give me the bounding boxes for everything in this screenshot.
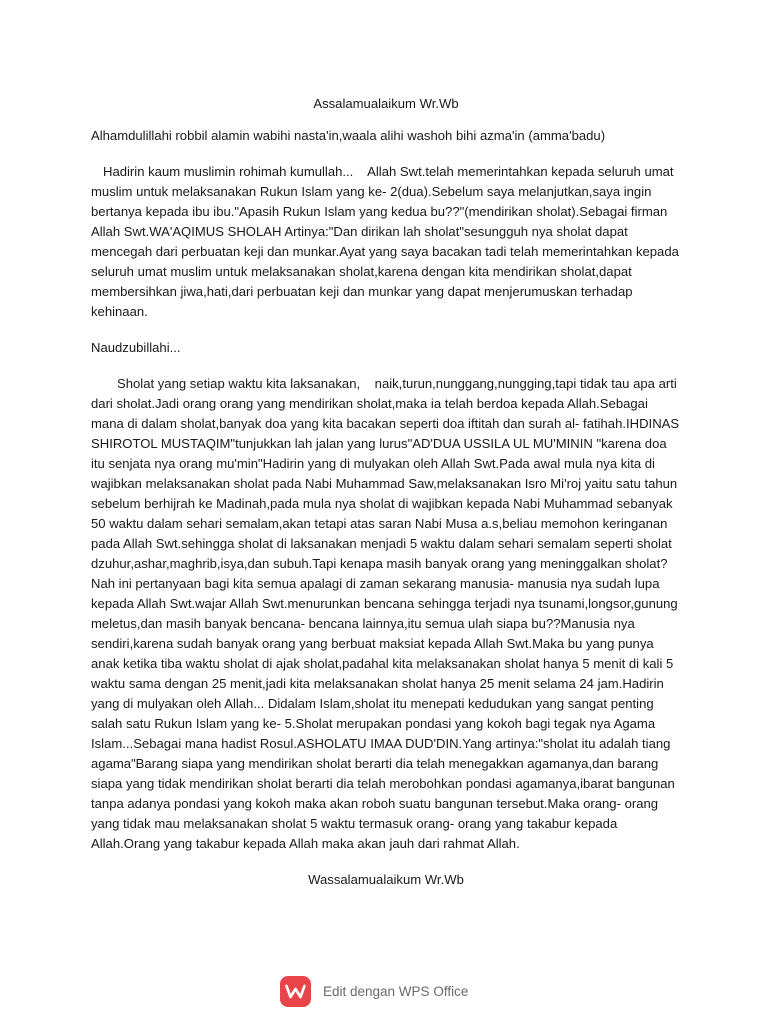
wps-edit-label: Edit dengan WPS Office: [323, 983, 469, 999]
wps-edit-link[interactable]: [280, 975, 468, 1007]
opening-line: Alhamdulillahi robbil alamin wabihi nasta'in,waala alihi washoh bihi azma'in (amma'badu): [91, 128, 606, 143]
document-body: [91, 94, 681, 890]
wps-office-logo-icon: [280, 976, 311, 1007]
naudzubillah-line: Naudzubillahi...: [91, 340, 181, 355]
closing-line: Wassalamualaikum Wr.Wb: [308, 872, 464, 887]
paragraph-intro: Hadirin kaum muslimin rohimah kumullah... Allah Swt.telah memerintahkan kepada seluruh umat muslim untuk melaksanakan Rukun Islam yang ke- 2(dua).Sebelum saya melanjutkan,saya ingin bertanya kepada ibu ibu."Apasih Rukun Islam yang kedua bu??"(mendirikan sholat).Sebagai firman Allah Swt.WA'AQIMUS SHOLAH Artinya:"Dan dirikan lah sholat"sesungguh nya sholat dapat mencegah dari perbuatan keji dan munkar.Ayat yang saya bacakan tadi telah memerintahkan kepada seluruh umat muslim untuk melaksanakan sholat,karena dengan kita mendirikan sholat,dapat membersihkan jiwa,hati,dari perbuatan keji dan munkar yang dapat menjerumuskan terhadap kehinaan.: [91, 164, 683, 319]
greeting-line: Assalamualaikum Wr.Wb: [313, 96, 459, 111]
paragraph-main: Sholat yang setiap waktu kita laksanakan, naik,turun,nunggang,nungging,tapi tidak tau apa arti dari sholat.Jadi orang orang yang mendirikan sholat,maka ia telah berdoa kepada Allah.Sebagai mana di dalam sholat,banyak doa yang kita bacakan seperti doa iftitah dan surah al- fatihah.IHDINAS SHIROTOL MUSTAQIM"tunjukkan lah jalan yang lurus"AD'DUA USSILA UL MU'MININ "karena doa itu senjata nya orang mu'min"Hadirin yang di mulyakan oleh Allah Swt.Pada awal mula nya kita di wajibkan melaksanakan sholat pada Nabi Muhammad Saw,melaksanakan Isro Mi'roj yaitu satu tahun sebelum berhijrah ke Madinah,pada mula nya sholat di wajibkan kepada Nabi Muhammad sebanyak 50 waktu dalam sehari semalam,akan tetapi atas saran Nabi Musa a.s,beliau memohon keringanan pada Allah Swt.sehingga sholat di laksanakan menjadi 5 waktu dalam sehari semalam seperti sholat dzuhur,ashar,maghrib,isya,dan subuh.Tapi kenapa masih banyak orang yang meninggalkan sholat?Nah ini pertanyaan bagi kita semua apalagi di zaman sekarang manusia- manusia nya sudah lupa kepada Allah Swt.wajar Allah Swt.menurunkan bencana sehingga terjadi nya tsunami,longsor,gunung meletus,dan masih banyak bencana- bencana lainnya,itu semua ulah siapa bu??Manusia nya sendiri,karena sudah banyak orang yang berbuat maksiat kepada Allah Swt.Maka bu yang punya anak ketika tiba waktu sholat di ajak sholat,padahal kita melaksanakan sholat hanya 5 menit di kali 5 waktu sama dengan 25 menit,jadi kita melaksanakan sholat hanya 25 menit selama 24 jam.Hadirin yang di mulyakan oleh Allah... Didalam Islam,sholat itu menepati kedudukan yang sangat penting salah satu Rukun Islam yang ke- 5.Sholat merupakan pondasi yang kokoh bagi tegak nya Agama Islam...Sebagai mana hadist Rosul.ASHOLATU IMAA DUD'DIN.Yang artinya:"sholat itu adalah tiang agama"Barang siapa yang mendirikan sholat berarti dia telah menegakkan agamanya,dan barang siapa yang tidak mendirikan sholat berarti dia telah merobohkan pondasi agamanya,ibarat bangunan tanpa adanya pondasi yang kokoh maka akan roboh suatu bangunan tersebut.Maka orang- orang yang tidak mau melaksanakan sholat 5 waktu termasuk orang- orang yang takabur kepada Allah.Orang yang takabur kepada Allah maka akan jauh dari rahmat Allah.: [91, 376, 683, 851]
